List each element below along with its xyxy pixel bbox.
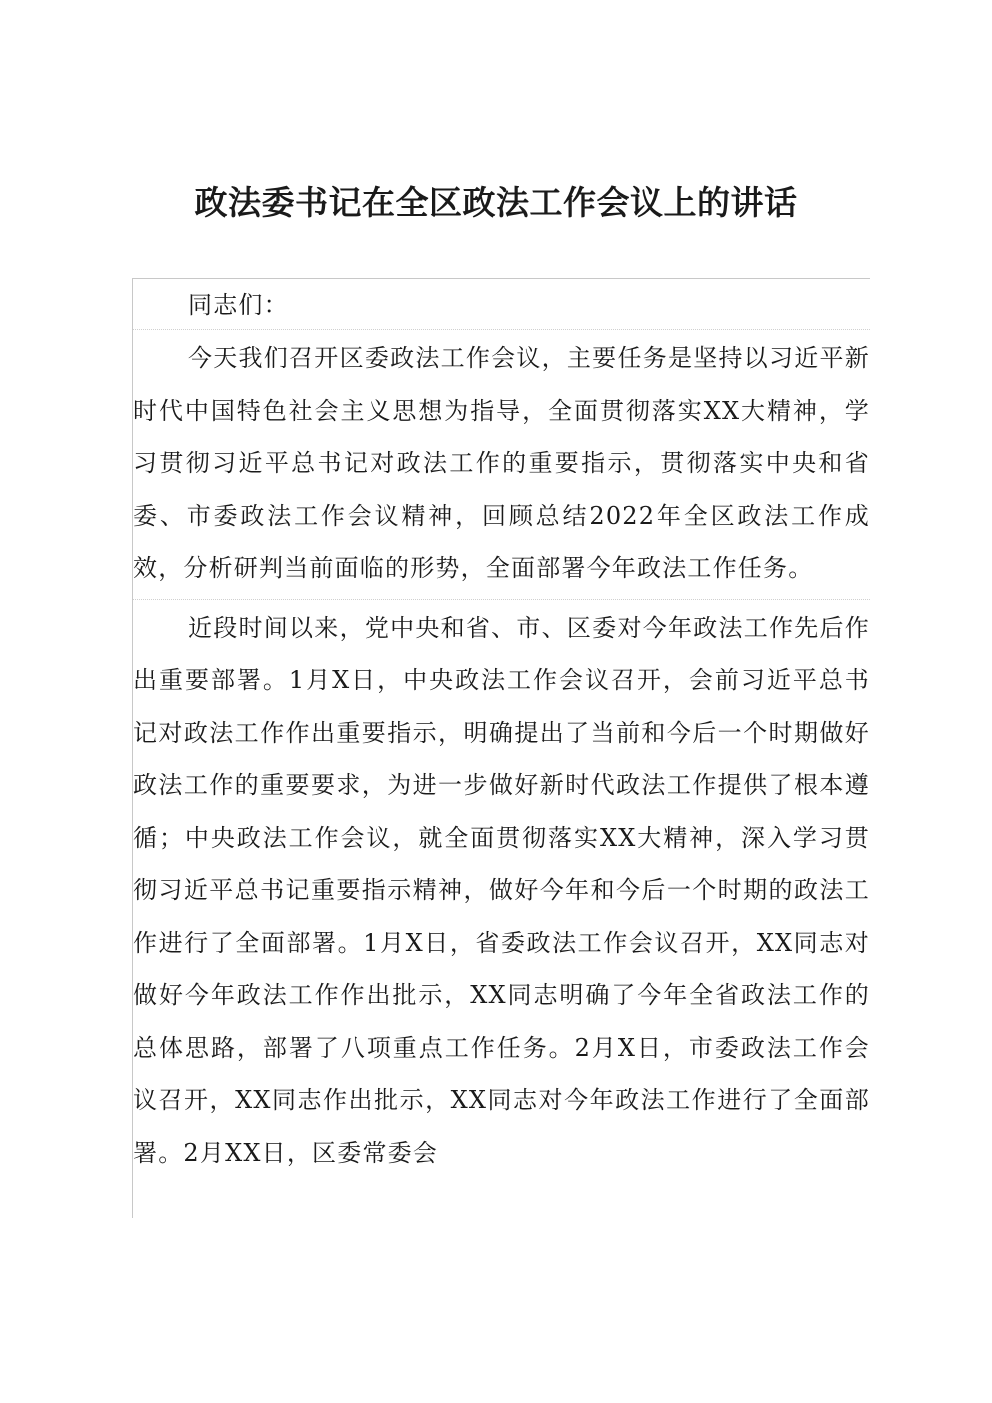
paragraph-intro: 今天我们召开区委政法工作会议，主要任务是坚持以习近平新时代中国特色社会主义思想为指导，全面贯彻落实XX大精神，学习贯彻习近平总书记对政法工作的重要指示，贯彻落实中央和省委、市委政法工作会议精神，回顾总结2022年全区政法工作成效，分析研判当前面临的形势，全面部署今年政法工作任务。 — [133, 330, 870, 600]
document-title: 政法委书记在全区政法工作会议上的讲话 — [194, 183, 798, 222]
document-body — [132, 278, 870, 1218]
paragraph-background: 近段时间以来，党中央和省、市、区委对今年政法工作先后作出重要部署。1月X日，中央政法工作会议召开，会前习近平总书记对政法工作作出重要指示，明确提出了当前和今后一个时期做好政法工作的重要要求，为进一步做好新时代政法工作提供了根本遵循；中央政法工作会议，就全面贯彻落实XX大精神，深入学习贯彻习近平总书记重要指示精神，做好今年和今后一个时期的政法工作进行了全面部署。1月X日，省委政法工作会议召开，XX同志对做好今年政法工作作出批示，XX同志明确了今年全省政法工作的总体思路，部署了八项重点工作任务。2月X日，市委政法工作会议召开，XX同志作出批示，XX同志对今年政法工作进行了全面部署。2月XX日，区委常委会 — [133, 613, 870, 1167]
salutation: 同志们： — [133, 279, 870, 330]
